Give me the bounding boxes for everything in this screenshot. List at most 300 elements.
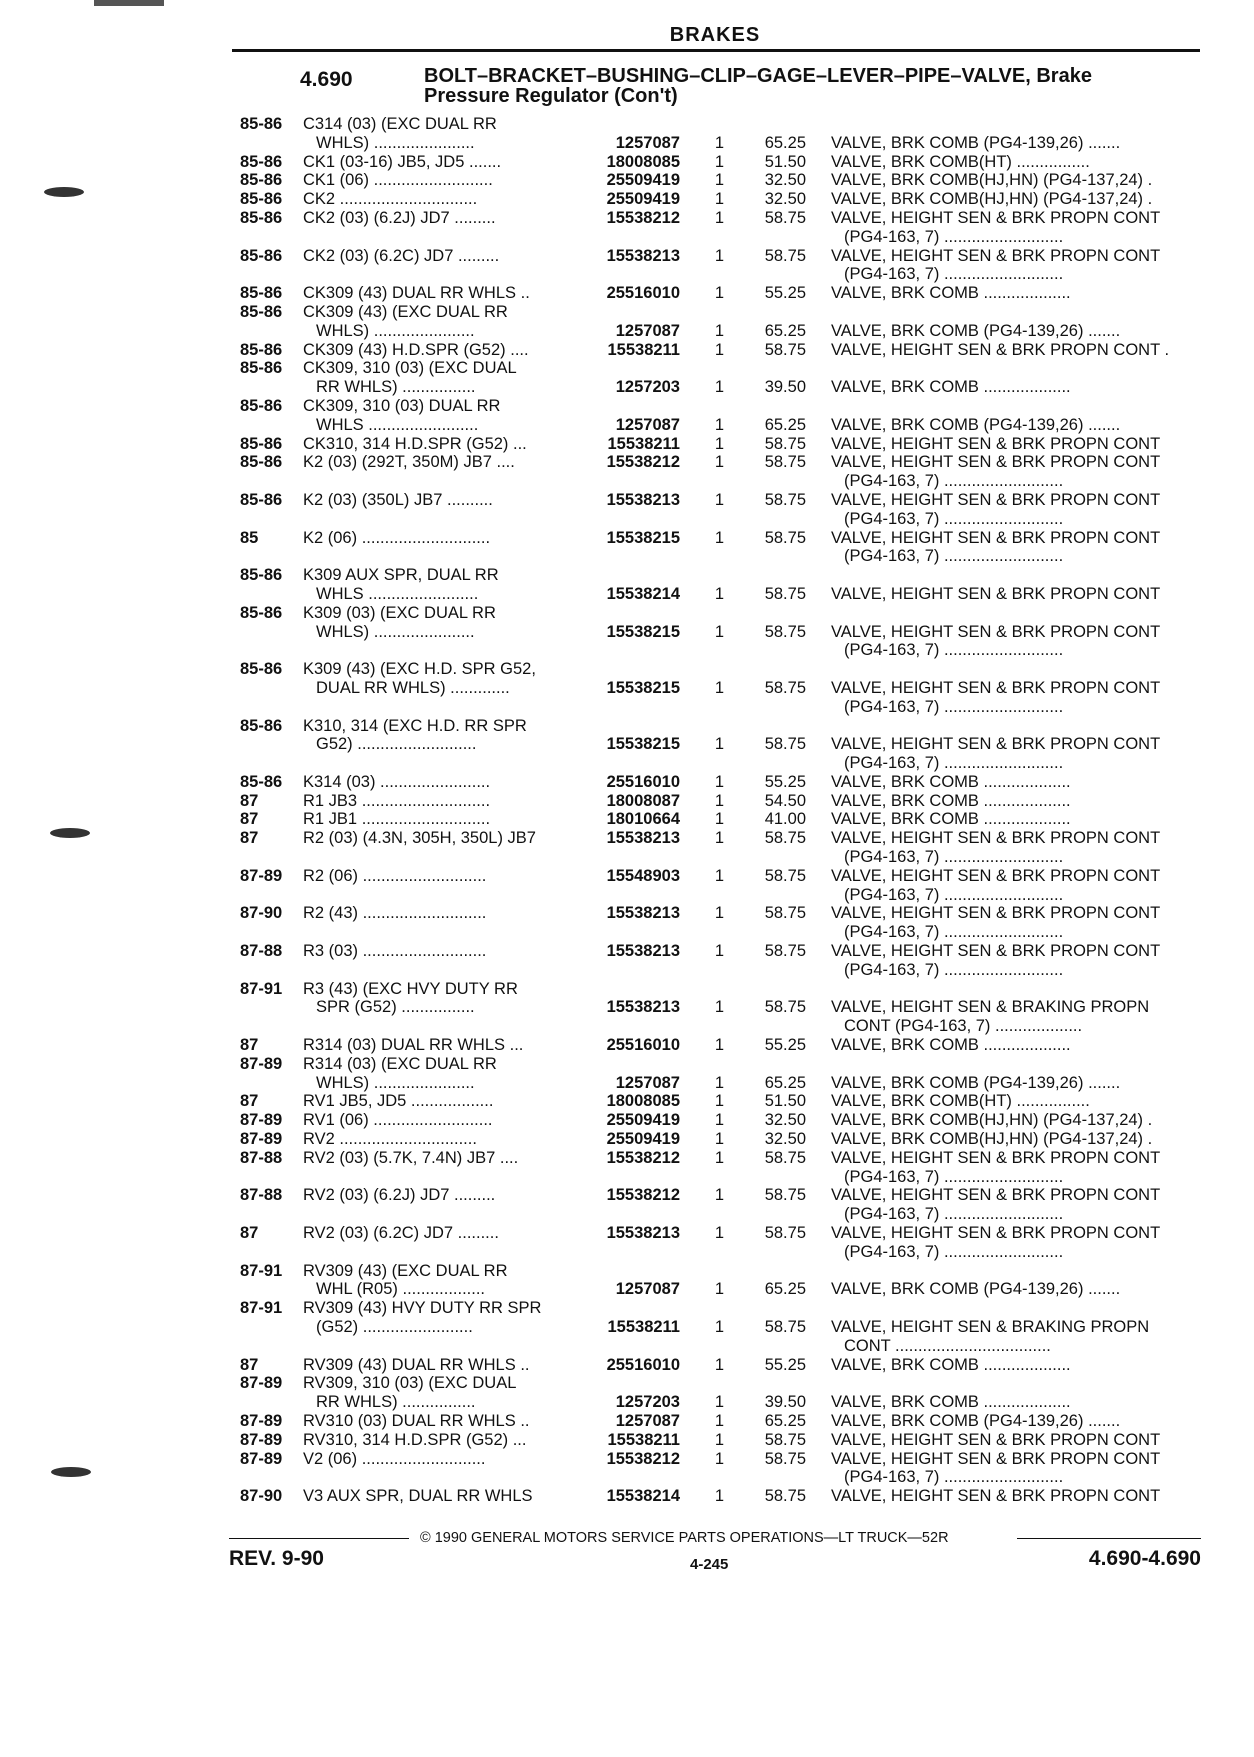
table-row — [240, 209, 1196, 247]
part-name — [806, 1299, 1171, 1355]
application-description — [303, 904, 584, 923]
part-name-line: VALVE, HEIGHT SEN & BRK PROPN CONT — [831, 1186, 1161, 1205]
model-year: 85-86 — [240, 490, 283, 509]
part-name-line: VALVE, BRK COMB (PG4-139,26) ....... — [831, 321, 1121, 340]
part-number: 25516010 — [606, 1036, 680, 1055]
part-name-line: VALVE, HEIGHT SEN & BRK PROPN CONT — [831, 208, 1161, 227]
price: 39.50 — [764, 378, 806, 397]
price: 55.25 — [764, 772, 806, 791]
quantity: 1 — [714, 246, 724, 265]
price: 54.50 — [764, 791, 806, 810]
quantity: 1 — [714, 190, 724, 209]
quantity: 1 — [714, 1393, 724, 1412]
part-name-line: VALVE, BRK COMB (PG4-139,26) ....... — [831, 1411, 1121, 1430]
part-name — [806, 1431, 1171, 1450]
model-year: 85-86 — [240, 115, 283, 133]
description-line-2: SPR (G52) ................ — [316, 998, 475, 1017]
price: 58.75 — [764, 1430, 806, 1449]
part-name-line: VALVE, HEIGHT SEN & BRK PROPN CONT — [831, 453, 1161, 472]
part-name-line: VALVE, BRK COMB (PG4-139,26) ....... — [831, 415, 1121, 434]
part-name-line: VALVE, HEIGHT SEN & BRK PROPN CONT — [831, 1430, 1161, 1449]
application-description — [303, 1130, 584, 1149]
table-row — [240, 829, 1196, 867]
part-name — [806, 604, 1171, 660]
part-name-line: VALVE, BRK COMB (PG4-139,26) ....... — [831, 133, 1121, 152]
quantity: 1 — [714, 321, 724, 340]
part-name-line: VALVE, HEIGHT SEN & BRK PROPN CONT — [831, 434, 1161, 453]
description-line-2: WHLS) ...................... — [316, 1073, 475, 1092]
part-name-line-2: (PG4-163, 7) .......................... — [844, 848, 1064, 867]
application-description — [303, 1224, 584, 1243]
application-description — [303, 792, 584, 811]
application-description — [303, 942, 584, 961]
copyright-notice: © 1990 GENERAL MOTORS SERVICE PARTS OPERATIONS—LT TRUCK—52R — [420, 1530, 949, 1546]
parts-table — [240, 115, 1196, 1506]
price: 32.50 — [764, 1111, 806, 1130]
application-description — [303, 529, 584, 548]
part-number: 15538213 — [606, 490, 680, 509]
application-description — [303, 1111, 584, 1130]
part-name — [806, 810, 1171, 829]
model-year: 85-86 — [240, 772, 283, 791]
model-year: 85-86 — [240, 302, 283, 321]
section-number: 4.690 — [300, 68, 353, 91]
price: 58.75 — [764, 584, 806, 603]
price: 65.25 — [764, 133, 806, 152]
table-row — [240, 190, 1196, 209]
part-number: 15538213 — [606, 246, 680, 265]
description-line: R314 (03) (EXC DUAL RR — [303, 1054, 497, 1073]
part-name-line: VALVE, HEIGHT SEN & BRK PROPN CONT — [831, 678, 1161, 697]
table-row — [240, 1092, 1196, 1111]
application-description — [303, 1487, 584, 1506]
model-year: 87-90 — [240, 904, 283, 923]
part-number: 25509419 — [606, 1111, 680, 1130]
part-name-line-2: (PG4-163, 7) .......................... — [844, 1468, 1064, 1487]
table-row — [240, 1299, 1196, 1355]
description-line: R314 (03) DUAL RR WHLS ... — [303, 1036, 524, 1055]
quantity: 1 — [714, 152, 724, 171]
application-description — [303, 115, 584, 153]
description-line-2: WHLS) ...................... — [316, 622, 475, 641]
part-name-line: VALVE, BRK COMB ................... — [831, 284, 1071, 303]
part-number: 1257087 — [615, 1280, 680, 1299]
description-line: RV309, 310 (03) (EXC DUAL — [303, 1374, 517, 1393]
price: 58.75 — [764, 1487, 806, 1506]
model-year: 87-91 — [240, 1299, 283, 1318]
description-line: RV1 JB5, JD5 .................. — [303, 1092, 494, 1111]
description-line: R1 JB1 ............................ — [303, 810, 491, 829]
part-name-line-2: (PG4-163, 7) .......................... — [844, 754, 1064, 773]
part-name — [806, 792, 1171, 811]
quantity: 1 — [714, 1092, 724, 1111]
quantity: 1 — [714, 1073, 724, 1092]
table-row — [240, 904, 1196, 942]
price: 65.25 — [764, 321, 806, 340]
part-name-line: VALVE, HEIGHT SEN & BRK PROPN CONT — [831, 528, 1161, 547]
description-line: K2 (03) (350L) JB7 .......... — [303, 490, 493, 509]
model-year: 85-86 — [240, 359, 283, 378]
price: 32.50 — [764, 1130, 806, 1149]
price: 58.75 — [764, 998, 806, 1017]
page-header-title: BRAKES — [669, 24, 761, 46]
model-year: 85-86 — [240, 453, 283, 472]
part-name-line-2: CONT .................................. — [844, 1336, 1051, 1355]
price: 58.75 — [764, 942, 806, 961]
binder-hole — [51, 1467, 91, 1477]
model-year: 85-86 — [240, 396, 283, 415]
part-name-line: VALVE, BRK COMB(HT) ................ — [831, 1092, 1090, 1111]
section-title — [424, 66, 1194, 106]
part-name — [806, 491, 1171, 529]
part-name-line: VALVE, HEIGHT SEN & BRK PROPN CONT — [831, 1449, 1161, 1468]
quantity: 1 — [714, 528, 724, 547]
part-name-line: VALVE, HEIGHT SEN & BRK PROPN CONT — [831, 622, 1161, 641]
price: 58.75 — [764, 453, 806, 472]
scan-mark — [94, 0, 164, 6]
part-name-line: VALVE, HEIGHT SEN & BRK PROPN CONT — [831, 904, 1161, 923]
description-line-2: (G52) ........................ — [316, 1318, 473, 1336]
part-number: 15538213 — [606, 829, 680, 848]
part-name — [806, 566, 1171, 604]
part-name — [806, 1487, 1171, 1506]
description-line: R2 (06) ........................... — [303, 866, 487, 885]
part-name-line: VALVE, BRK COMB ................... — [831, 1355, 1071, 1374]
description-line-2: G52) .......................... — [316, 735, 477, 754]
model-year: 87-89 — [240, 1430, 283, 1449]
part-name — [806, 397, 1171, 435]
part-number: 15538211 — [607, 1430, 680, 1449]
part-name-line: VALVE, HEIGHT SEN & BRK PROPN CONT — [831, 829, 1161, 848]
quantity: 1 — [714, 942, 724, 961]
table-row — [240, 1431, 1196, 1450]
part-name — [806, 209, 1171, 247]
quantity: 1 — [714, 415, 724, 434]
part-name — [806, 341, 1171, 360]
application-description — [303, 773, 584, 792]
model-year: 85-86 — [240, 284, 283, 303]
quantity: 1 — [714, 284, 724, 303]
quantity: 1 — [714, 453, 724, 472]
part-name-line: VALVE, BRK COMB(HJ,HN) (PG4-137,24) . — [831, 1111, 1153, 1130]
part-number: 15538212 — [606, 208, 680, 227]
application-description — [303, 660, 584, 698]
application-description — [303, 1036, 584, 1055]
description-line: R3 (03) ........................... — [303, 942, 487, 961]
model-year: 87 — [240, 1036, 259, 1055]
part-number: 1257087 — [615, 1073, 680, 1092]
quantity: 1 — [714, 735, 724, 754]
application-description — [303, 247, 584, 266]
table-row — [240, 435, 1196, 454]
table-row — [240, 1149, 1196, 1187]
quantity: 1 — [714, 791, 724, 810]
part-number: 25516010 — [606, 284, 680, 303]
binder-hole — [44, 187, 84, 197]
model-year: 87-90 — [240, 1487, 283, 1506]
part-name — [806, 1055, 1171, 1093]
model-year: 87 — [240, 1092, 259, 1111]
quantity: 1 — [714, 678, 724, 697]
part-name — [806, 1412, 1171, 1431]
quantity: 1 — [714, 1449, 724, 1468]
part-name-line-2: (PG4-163, 7) .......................... — [844, 960, 1064, 979]
model-year: 87-88 — [240, 1186, 283, 1205]
part-number: 1257087 — [615, 321, 680, 340]
table-row — [240, 1356, 1196, 1375]
model-year: 85-86 — [240, 434, 283, 453]
application-description — [303, 341, 584, 360]
price: 58.75 — [764, 1318, 806, 1336]
application-description — [303, 209, 584, 228]
table-row — [240, 341, 1196, 360]
price: 65.25 — [764, 1411, 806, 1430]
price: 39.50 — [764, 1393, 806, 1412]
description-line: R1 JB3 ............................ — [303, 791, 491, 810]
description-line: RV2 (03) (5.7K, 7.4N) JB7 .... — [303, 1148, 519, 1167]
part-number: 15538211 — [607, 434, 680, 453]
part-name — [806, 1111, 1171, 1130]
quantity: 1 — [714, 378, 724, 397]
application-description — [303, 453, 584, 472]
quantity: 1 — [714, 1111, 724, 1130]
application-description — [303, 153, 584, 172]
part-name-line-2: CONT (PG4-163, 7) ................... — [844, 1017, 1083, 1036]
price: 58.75 — [764, 829, 806, 848]
part-name-line: VALVE, BRK COMB (PG4-139,26) ....... — [831, 1073, 1121, 1092]
part-name — [806, 1262, 1171, 1300]
revision-label: REV. 9-90 — [229, 1547, 324, 1570]
application-description — [303, 980, 584, 1018]
quantity: 1 — [714, 1148, 724, 1167]
part-name — [806, 1374, 1171, 1412]
quantity: 1 — [714, 340, 724, 359]
description-line: CK2 (03) (6.2C) JD7 ......... — [303, 246, 500, 265]
model-year: 87-89 — [240, 1054, 283, 1073]
price: 58.75 — [764, 622, 806, 641]
quantity: 1 — [714, 1130, 724, 1149]
price: 65.25 — [764, 415, 806, 434]
table-row — [240, 247, 1196, 285]
description-line: C314 (03) (EXC DUAL RR — [303, 115, 497, 133]
price: 58.75 — [764, 866, 806, 885]
description-line: CK310, 314 H.D.SPR (G52) ... — [303, 434, 527, 453]
part-name — [806, 115, 1171, 153]
price: 58.75 — [764, 904, 806, 923]
application-description — [303, 303, 584, 341]
table-row — [240, 1487, 1196, 1506]
model-year: 87-91 — [240, 979, 283, 998]
part-name — [806, 942, 1171, 980]
model-year: 87-89 — [240, 1111, 283, 1130]
description-line: RV2 (03) (6.2C) JD7 ......... — [303, 1224, 499, 1243]
application-description — [303, 435, 584, 454]
application-description — [303, 604, 584, 642]
model-year: 87 — [240, 791, 259, 810]
part-name — [806, 171, 1171, 190]
table-row — [240, 1374, 1196, 1412]
part-name-line: VALVE, HEIGHT SEN & BRK PROPN CONT — [831, 246, 1161, 265]
description-line-2: WHLS ........................ — [316, 415, 479, 434]
description-line: R3 (43) (EXC HVY DUTY RR — [303, 979, 518, 998]
price: 55.25 — [764, 1355, 806, 1374]
description-line: K309 (03) (EXC DUAL RR — [303, 603, 496, 622]
model-year: 87-89 — [240, 866, 283, 885]
description-line: V3 AUX SPR, DUAL RR WHLS — [303, 1487, 533, 1506]
part-number: 15538213 — [606, 1224, 680, 1243]
part-name — [806, 773, 1171, 792]
part-name-line-2: (PG4-163, 7) .......................... — [844, 641, 1064, 660]
part-name — [806, 1224, 1171, 1262]
part-name — [806, 529, 1171, 567]
part-name-line: VALVE, BRK COMB ................... — [831, 1036, 1071, 1055]
table-row — [240, 1111, 1196, 1130]
table-row — [240, 980, 1196, 1036]
quantity: 1 — [714, 1430, 724, 1449]
quantity: 1 — [714, 866, 724, 885]
part-name — [806, 829, 1171, 867]
model-year: 85-86 — [240, 716, 283, 735]
table-row — [240, 1130, 1196, 1149]
price: 65.25 — [764, 1280, 806, 1299]
quantity: 1 — [714, 1186, 724, 1205]
description-line: CK309, 310 (03) (EXC DUAL — [303, 359, 517, 378]
part-name-line: VALVE, BRK COMB(HJ,HN) (PG4-137,24) . — [831, 1130, 1153, 1149]
price: 58.75 — [764, 340, 806, 359]
part-number: 15538212 — [606, 1449, 680, 1468]
part-name-line: VALVE, BRK COMB ................... — [831, 772, 1071, 791]
part-name — [806, 1450, 1171, 1488]
quantity: 1 — [714, 1224, 724, 1243]
price: 55.25 — [764, 284, 806, 303]
price: 32.50 — [764, 190, 806, 209]
part-name — [806, 980, 1171, 1036]
table-row — [240, 171, 1196, 190]
part-name-line: VALVE, HEIGHT SEN & BRK PROPN CONT — [831, 866, 1161, 885]
part-name — [806, 1149, 1171, 1187]
part-number: 15538213 — [606, 998, 680, 1017]
part-number: 25516010 — [606, 1355, 680, 1374]
part-name — [806, 1356, 1171, 1375]
table-row — [240, 792, 1196, 811]
part-name — [806, 190, 1171, 209]
price: 58.75 — [764, 735, 806, 754]
description-line-2: WHL (R05) .................. — [316, 1280, 485, 1299]
table-row — [240, 284, 1196, 303]
part-number: 1257203 — [615, 1393, 680, 1412]
part-name — [806, 435, 1171, 454]
description-line: CK1 (06) .......................... — [303, 171, 493, 190]
quantity: 1 — [714, 133, 724, 152]
part-name-line: VALVE, HEIGHT SEN & BRAKING PROPN — [831, 998, 1150, 1017]
footer-rule-left — [229, 1538, 409, 1539]
application-description — [303, 1262, 584, 1300]
price: 58.75 — [764, 1224, 806, 1243]
quantity: 1 — [714, 904, 724, 923]
part-name — [806, 717, 1171, 773]
quantity: 1 — [714, 1355, 724, 1374]
table-row — [240, 566, 1196, 604]
part-name-line-2: (PG4-163, 7) .......................... — [844, 509, 1064, 528]
model-year: 87 — [240, 1224, 259, 1243]
description-line: CK309 (43) (EXC DUAL RR — [303, 302, 508, 321]
table-row — [240, 604, 1196, 660]
table-row — [240, 810, 1196, 829]
table-row — [240, 1412, 1196, 1431]
price: 58.75 — [764, 246, 806, 265]
description-line-2: WHLS) ...................... — [316, 133, 475, 152]
part-number: 15538214 — [606, 584, 680, 603]
model-year: 85-86 — [240, 340, 283, 359]
quantity: 1 — [714, 829, 724, 848]
description-line-2: DUAL RR WHLS) ............. — [316, 678, 510, 697]
price: 32.50 — [764, 171, 806, 190]
table-row — [240, 303, 1196, 341]
model-year: 87 — [240, 829, 259, 848]
part-name-line: VALVE, HEIGHT SEN & BRK PROPN CONT — [831, 1224, 1161, 1243]
description-line: CK309, 310 (03) DUAL RR — [303, 396, 501, 415]
part-name-line-2: (PG4-163, 7) .......................... — [844, 1167, 1064, 1186]
application-description — [303, 1431, 584, 1450]
quantity: 1 — [714, 810, 724, 829]
application-description — [303, 1055, 584, 1093]
quantity: 1 — [714, 772, 724, 791]
application-description — [303, 829, 584, 848]
description-line: CK1 (03-16) JB5, JD5 ....... — [303, 152, 502, 171]
part-number: 1257087 — [615, 133, 680, 152]
application-description — [303, 491, 584, 510]
part-name — [806, 660, 1171, 716]
model-year: 85-86 — [240, 208, 283, 227]
application-description — [303, 566, 584, 604]
description-line: K2 (06) ............................ — [303, 528, 491, 547]
part-name-line: VALVE, HEIGHT SEN & BRK PROPN CONT — [831, 490, 1161, 509]
part-name — [806, 359, 1171, 397]
part-number: 15538212 — [606, 1148, 680, 1167]
application-description — [303, 1299, 584, 1337]
part-number: 18010664 — [606, 810, 680, 829]
table-row — [240, 1036, 1196, 1055]
part-name — [806, 904, 1171, 942]
model-year: 87-89 — [240, 1130, 283, 1149]
table-row — [240, 529, 1196, 567]
part-name-line: VALVE, BRK COMB (PG4-139,26) ....... — [831, 1280, 1121, 1299]
application-description — [303, 1374, 584, 1412]
table-row — [240, 660, 1196, 716]
part-name — [806, 453, 1171, 491]
part-name — [806, 1036, 1171, 1055]
part-name-line: VALVE, BRK COMB(HT) ................ — [831, 152, 1090, 171]
part-number: 25509419 — [606, 190, 680, 209]
part-name-line-2: (PG4-163, 7) .......................... — [844, 697, 1064, 716]
part-name-line-2: (PG4-163, 7) .......................... — [844, 923, 1064, 942]
part-number: 15538213 — [606, 904, 680, 923]
price: 58.75 — [764, 434, 806, 453]
part-number: 15538211 — [607, 340, 680, 359]
part-number: 15548903 — [606, 866, 680, 885]
model-year: 87-88 — [240, 942, 283, 961]
model-year: 87-91 — [240, 1261, 283, 1280]
table-row — [240, 153, 1196, 172]
application-description — [303, 867, 584, 886]
quantity: 1 — [714, 1487, 724, 1506]
description-line: K310, 314 (EXC H.D. RR SPR — [303, 716, 527, 735]
quantity: 1 — [714, 584, 724, 603]
model-year: 85-86 — [240, 190, 283, 209]
application-description — [303, 717, 584, 755]
binder-hole — [50, 828, 90, 838]
table-row — [240, 359, 1196, 397]
